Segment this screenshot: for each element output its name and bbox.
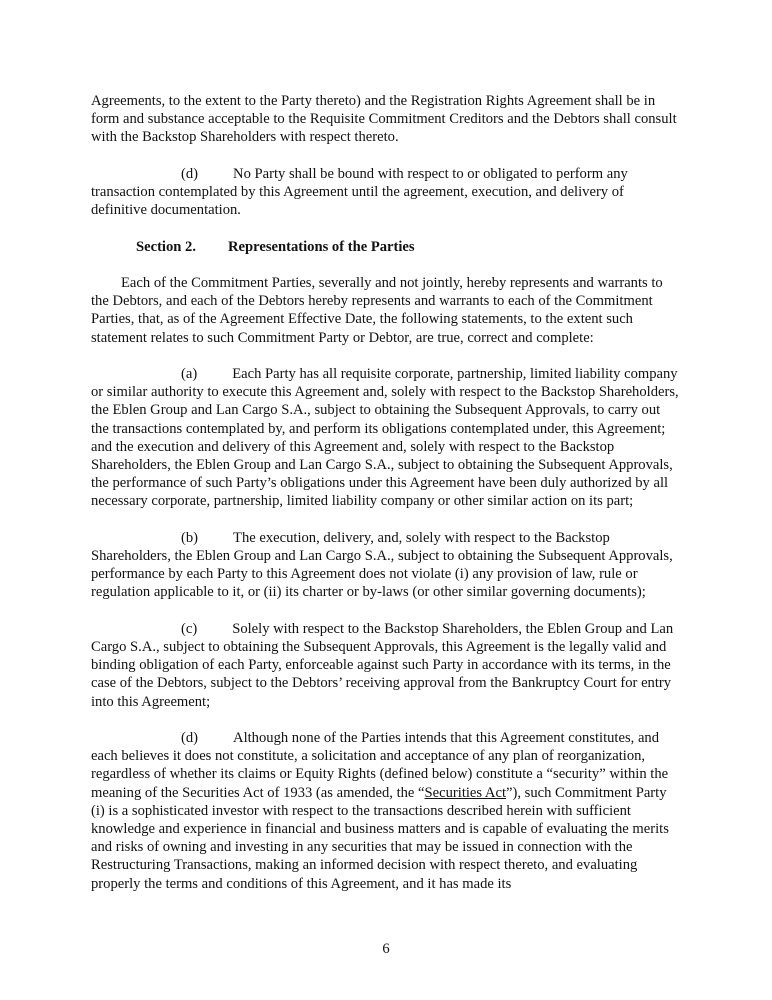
paragraph-b-no-violation	[91, 529, 681, 602]
paragraph-text: The execution, delivery, and, solely with respect to the Backstop Shareholders, the Eblen Group and Lan Cargo S.A., subject to obtaining the Subsequent Approvals, performance by each Party to this Agreement does not violate (i) any provision of law, rule or regulation applicable to it, or (ii) its charter or by-laws (or other similar governing documents);	[91, 529, 673, 601]
paragraph-c-binding-obligation	[91, 620, 681, 711]
paragraph-text-before: Although none of the Parties intends that this Agreement constitutes, and each believes it does not constitute, a solicitation and acceptance of any plan of reorganization, regardless of whether its claims or Equity Rights (defined below) constitute a “security” within the meaning of the Securities Act of 1933 (as amended, the “	[91, 730, 669, 801]
section-heading	[91, 238, 681, 256]
paragraph-text-after: ”), such Commitment Party (i) is a sophisticated investor with respect to the transactions described herein with sufficient knowledge and experience in financial and business matters and is capable of evaluating the merits and risks of owning and investing in any securities that may be issued in connection with the Restructuring Transactions, making an informed decision with respect thereto, and evaluating properly the terms and conditions of this Agreement, and it has made its	[91, 784, 669, 892]
paragraph-label: (a)	[181, 365, 198, 382]
paragraph-d-sophisticated-investor	[91, 729, 681, 893]
defined-term-securities-act: Securities Act	[424, 784, 506, 801]
paragraph-text: Each Party has all requisite corporate, partnership, limited liability company or similar authority to execute this Agreement and, solely with respect to the Backstop Shareholders, the Eblen Group and Lan Cargo S.A., subject to obtaining the Subsequent Approvals, to carry out the transactions contemplated by, and perform its obligations contemplated under, this Agreement; and the execution and delivery of this Agreement and, solely with respect to the Backstop Shareholders, the Eblen Group and Lan Cargo S.A., subject to obtaining the Subsequent Approvals, the performance of such Party’s obligations under this Agreement have been duly authorized by all necessary corporate, partnership, limited liability company or other similar action on its part;	[91, 365, 679, 510]
paragraph-label: (c)	[181, 620, 198, 637]
page-number: 6	[382, 941, 390, 957]
section-title: Representations of the Parties	[228, 238, 415, 255]
section-number: Section 2.	[136, 238, 196, 255]
paragraph-label: (d)	[181, 730, 199, 746]
document-body	[91, 92, 681, 911]
paragraph-d-definitive-documentation	[91, 165, 681, 220]
section-intro-paragraph: Each of the Commitment Parties, severally and not jointly, hereby represents and warrants to the Debtors, and each of the Debtors hereby represents and warrants to each of the Commitment Parties, that, as of the Agreement Effective Date, the following statements, to the extent such statement relates to such Commitment Party or Debtor, are true, correct and complete:	[91, 274, 663, 346]
paragraph-text: No Party shall be bound with respect to or obligated to perform any transaction contemplated by this Agreement until the agreement, execution, and delivery of definitive documentation.	[91, 165, 628, 219]
paragraph-a-authority	[91, 365, 681, 511]
paragraph-label: (d)	[181, 165, 199, 182]
paragraph-text: Solely with respect to the Backstop Shareholders, the Eblen Group and Lan Cargo S.A., subject to obtaining the Subsequent Approvals, this Agreement is the legally valid and binding obligation of each Party, enforceable against such Party in accordance with its terms, in the case of the Debtors, subject to the Debtors’ receiving approval from the Bankruptcy Court for entry into this Agreement;	[91, 620, 674, 710]
paragraph-label: (b)	[181, 529, 199, 546]
paragraph-intro: Agreements, to the extent to the Party thereto) and the Registration Rights Agreement shall be in form and substance acceptable to the Requisite Commitment Creditors and the Debtors shall consult with the Backstop Shareholders with respect thereto.	[91, 93, 677, 146]
